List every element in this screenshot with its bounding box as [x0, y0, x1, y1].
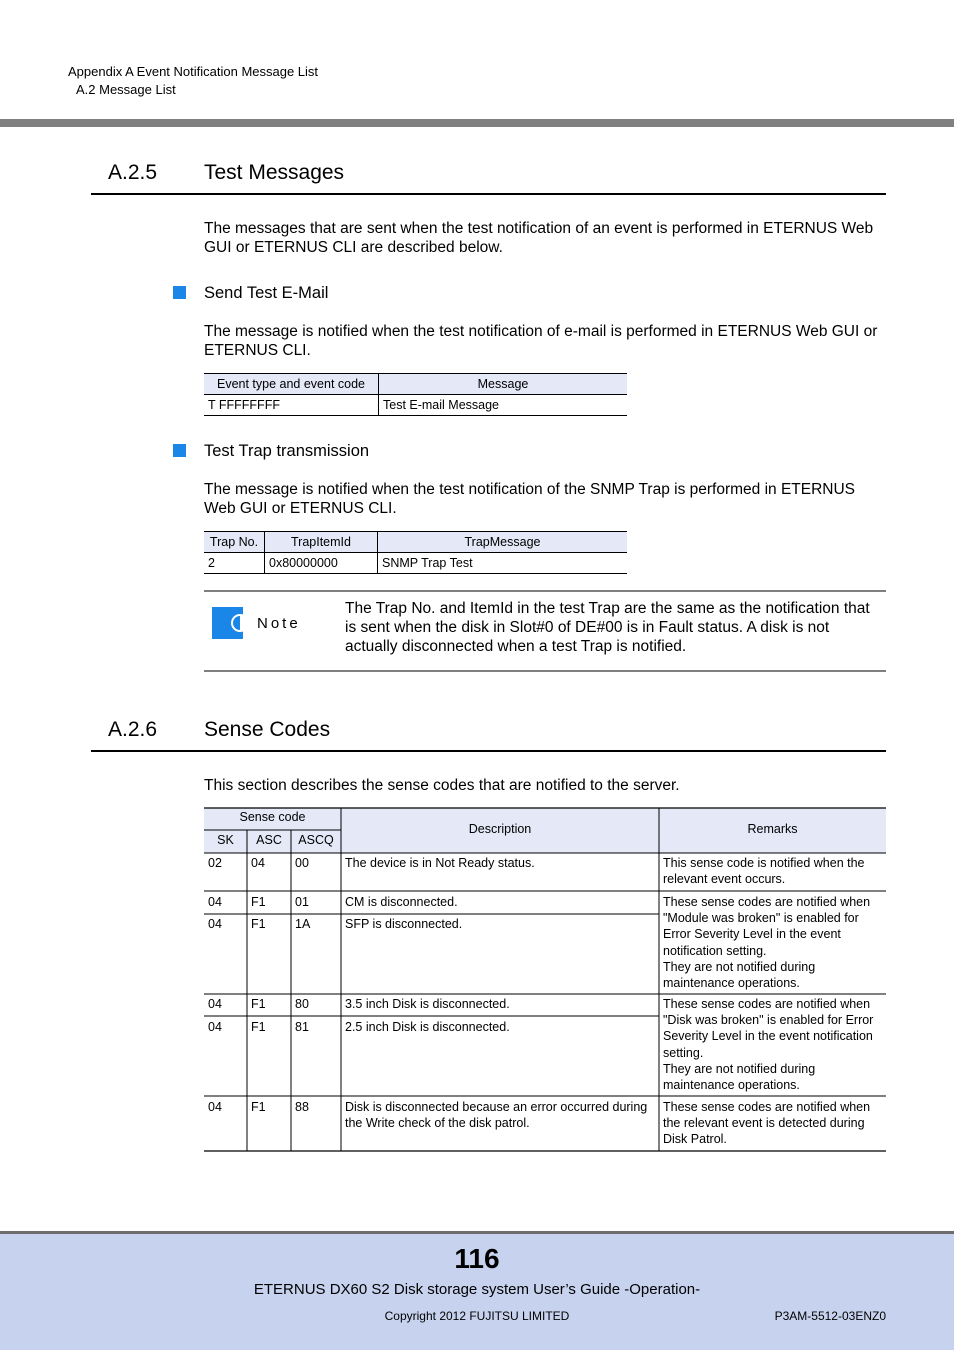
- section-number-a26: A.2.6: [108, 718, 158, 741]
- table-cell: Test E-mail Message: [379, 395, 628, 416]
- asc-cell: F1: [251, 895, 266, 909]
- email-description: The message is notified when the test notification of e-mail is performed in ETERNUS Web GUI or ETERNUS CLI.: [204, 323, 878, 359]
- document-title: ETERNUS DX60 S2 Disk storage system User’s Guide -Operation-: [253, 1281, 701, 1298]
- asc-cell: F1: [251, 1020, 266, 1034]
- description-cell: CM is disconnected.: [345, 895, 458, 909]
- table-header: TrapMessage: [378, 532, 628, 553]
- ascq-cell: 88: [295, 1100, 309, 1114]
- footer-rule: [0, 1231, 954, 1234]
- sk-cell: 04: [208, 895, 222, 909]
- ascq-cell: 1A: [295, 917, 311, 931]
- sk-cell: 04: [208, 917, 222, 931]
- table-header: Message: [379, 374, 628, 395]
- asc-header: ASC: [256, 833, 282, 847]
- trap-description: The message is notified when the test notification of the SNMP Trap is performed in ETERNUS Web GUI or ETERNUS CLI.: [204, 481, 856, 517]
- sk-header: SK: [217, 833, 234, 847]
- ascq-cell: 01: [295, 895, 309, 909]
- remarks-cell: These sense codes are notified when the relevant event is detected during Disk Patrol.: [663, 1100, 871, 1147]
- table-cell: 2: [204, 553, 265, 574]
- ascq-header: ASCQ: [298, 833, 334, 847]
- asc-cell: 04: [251, 856, 265, 870]
- description-header: Description: [468, 822, 532, 836]
- remarks-cell: This sense code is notified when the relevant event occurs.: [663, 856, 865, 887]
- description-cell: Disk is disconnected because an error occurred during the Write check of the disk patrol.: [345, 1100, 648, 1131]
- description-cell: SFP is disconnected.: [345, 917, 463, 931]
- asc-cell: F1: [251, 1100, 266, 1114]
- sk-cell: 04: [208, 1020, 222, 1034]
- document-code: P3AM-5512-03ENZ0: [774, 1309, 886, 1323]
- sk-cell: 04: [208, 1100, 222, 1114]
- subheading-test-trap: Test Trap transmission: [204, 442, 370, 460]
- table-cell: T FFFFFFFF: [204, 395, 379, 416]
- page-number: 116: [454, 1243, 500, 1274]
- note-text: The Trap No. and ItemId in the test Trap are the same as the notification that is sent when the disk in Slot#0 of DE#00 is in Fault status. A disk is not actually disconnected when a test Trap is notified.: [345, 600, 870, 655]
- description-cell: 3.5 inch Disk is disconnected.: [345, 997, 510, 1011]
- section-number-a25: A.2.5: [108, 161, 158, 184]
- breadcrumb-appendix: Appendix A Event Notification Message List: [68, 64, 319, 79]
- asc-cell: F1: [251, 997, 266, 1011]
- table-header: Event type and event code: [204, 374, 379, 395]
- sk-cell: 04: [208, 997, 222, 1011]
- copyright: Copyright 2012 FUJITSU LIMITED: [384, 1309, 570, 1323]
- section-intro-a26: This section describes the sense codes that are notified to the server.: [204, 777, 680, 794]
- ascq-cell: 00: [295, 856, 309, 870]
- description-cell: 2.5 inch Disk is disconnected.: [345, 1020, 510, 1034]
- sk-cell: 02: [208, 856, 222, 870]
- section-intro-a25: The messages that are sent when the test notification of an event is performed in ETERNUS Web GUI or ETERNUS CLI are described below.: [204, 220, 874, 256]
- ascq-cell: 81: [295, 1020, 309, 1034]
- remarks-cell: These sense codes are notified when "Disk was broken" is enabled for Error Severity Level in the event notification setting. They are not notified during maintenance operations.: [663, 997, 874, 1093]
- section-title-a25: Test Messages: [204, 161, 345, 184]
- note-label: Note: [257, 615, 301, 632]
- description-cell: The device is in Not Ready status.: [345, 856, 535, 870]
- ascq-cell: 80: [295, 997, 309, 1011]
- remarks-cell: These sense codes are notified when "Module was broken" is enabled for Error Severity Level in the event notification setting. They are not notified during maintenance operations.: [663, 895, 871, 991]
- table-cell: SNMP Trap Test: [378, 553, 628, 574]
- asc-cell: F1: [251, 917, 266, 931]
- sense-code-group-header: Sense code: [239, 810, 306, 824]
- section-title-a26: Sense Codes: [204, 718, 331, 741]
- table-header: TrapItemId: [265, 532, 378, 553]
- subheading-send-test-email: Send Test E-Mail: [204, 284, 329, 302]
- table-cell: 0x80000000: [265, 553, 378, 574]
- table-header: Trap No.: [204, 532, 265, 553]
- breadcrumb-section: A.2 Message List: [76, 82, 176, 97]
- remarks-header: Remarks: [747, 822, 798, 836]
